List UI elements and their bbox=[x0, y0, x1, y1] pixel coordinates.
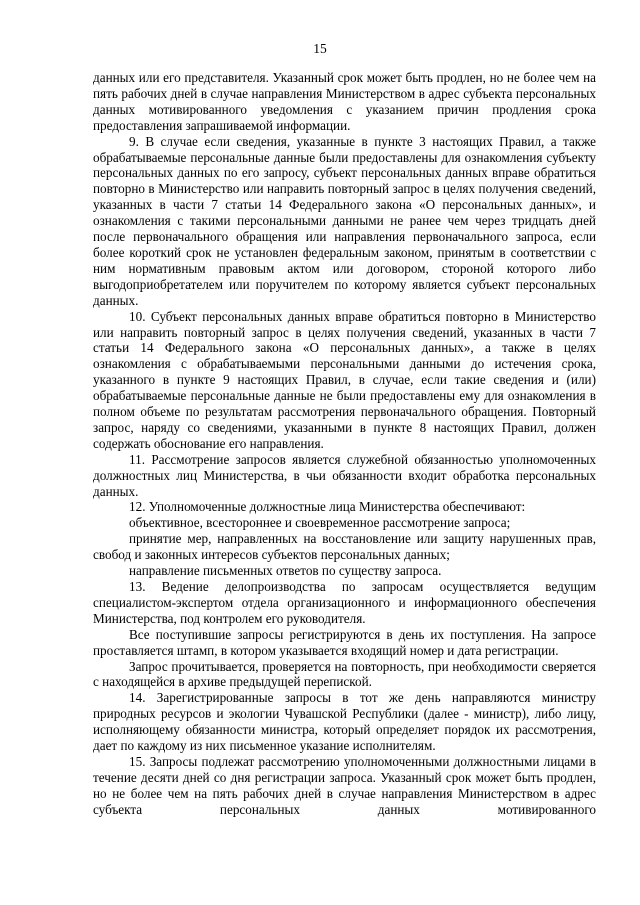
paragraph: Все поступившие запросы регистрируются в день их поступления. На запросе проставляется штамп, в котором указывается входящий номер и дата регистрации. bbox=[93, 626, 596, 658]
paragraph: 10. Субъект персональных данных вправе обратиться повторно в Министерство или направить повторный запрос в целях получения сведений, указанных в части 7 статьи 14 Федерального закона «О персональных данных», а также в целях ознакомления с обрабатываемыми персональными данными до истечения срока, указанного в пункте 9 настоящих Правил, в случае, если такие сведения и (или) обрабатываемые персональные данные не были предоставлены ему для ознакомления в полном объеме по результатам рассмотрения первоначального обращения. Повторный запрос, наряду со сведениями, указанными в пункте 8 настоящих Правил, должен содержать обоснование его направления. bbox=[93, 308, 596, 451]
paragraph: принятие мер, направленных на восстановление или защиту нарушенных прав, свобод и законных интересов субъектов персональных данных; bbox=[93, 531, 596, 563]
document-body bbox=[93, 70, 596, 818]
paragraph: направление письменных ответов по существу запроса. bbox=[129, 563, 442, 579]
paragraph: 15. Запросы подлежат рассмотрению уполномоченными должностными лицами в течение десяти дней со дня регистрации запроса. Указанный срок может быть продлен, но не более чем на пять рабочих дней в случае направления Министерством в адрес субъекта персональных данных мотивированного bbox=[93, 753, 596, 817]
paragraph: 11. Рассмотрение запросов является служебной обязанностью уполномоченных должностных лиц Министерства, в чьи обязанности входит обработка персональных данных. bbox=[93, 451, 596, 499]
paragraph: 13. Ведение делопроизводства по запросам осуществляется ведущим специалистом-экспертом отдела организационного и информационного обеспечения Министерства, под контролем его руководителя. bbox=[93, 579, 596, 626]
paragraph: 12. Уполномоченные должностные лица Министерства обеспечивают: bbox=[129, 499, 526, 515]
paragraph: объективное, всестороннее и своевременное рассмотрение запроса; bbox=[129, 515, 511, 531]
page-number: 15 bbox=[313, 41, 327, 56]
paragraph: данных или его представителя. Указанный срок может быть продлен, но не более чем на пять рабочих дней в случае направления Министерством в адрес субъекта персональных данных мотивированного уведомления с указанием причин продления срока предоставления запрашиваемой информации. bbox=[93, 70, 596, 133]
paragraph: Запрос прочитывается, проверяется на повторность, при необходимости сверяется с находящейся в архиве предыдущей перепиской. bbox=[93, 658, 596, 690]
paragraph: 14. Зарегистрированные запросы в тот же день направляются министру природных ресурсов и экологии Чувашской Республики (далее - министр), либо лицу, исполняющему обязанности министра, который определяет порядок их рассмотрения, дает по каждому из них письменное указание исполнителям. bbox=[93, 690, 596, 754]
paragraph: 9. В случае если сведения, указанные в пункте 3 настоящих Правил, а также обрабатываемые персональные данные были предоставлены для ознакомления субъекту персональных данных по его запросу, субъект персональных данных вправе обратиться повторно в Министерство или направить повторный запрос в целях получения сведений, указанных в части 7 статьи 14 Федерального закона «О персональных данных», и ознакомления с такими персональными данными не ранее чем через тридцать дней после первоначального обращения или направления первоначального запроса, если более короткий срок не установлен федеральным законом, принятым в соответствии с ним нормативным правовым актом или договором, стороной которого либо выгодоприобретателем или поручителем по которому является субъект персональных данных. bbox=[93, 133, 596, 308]
